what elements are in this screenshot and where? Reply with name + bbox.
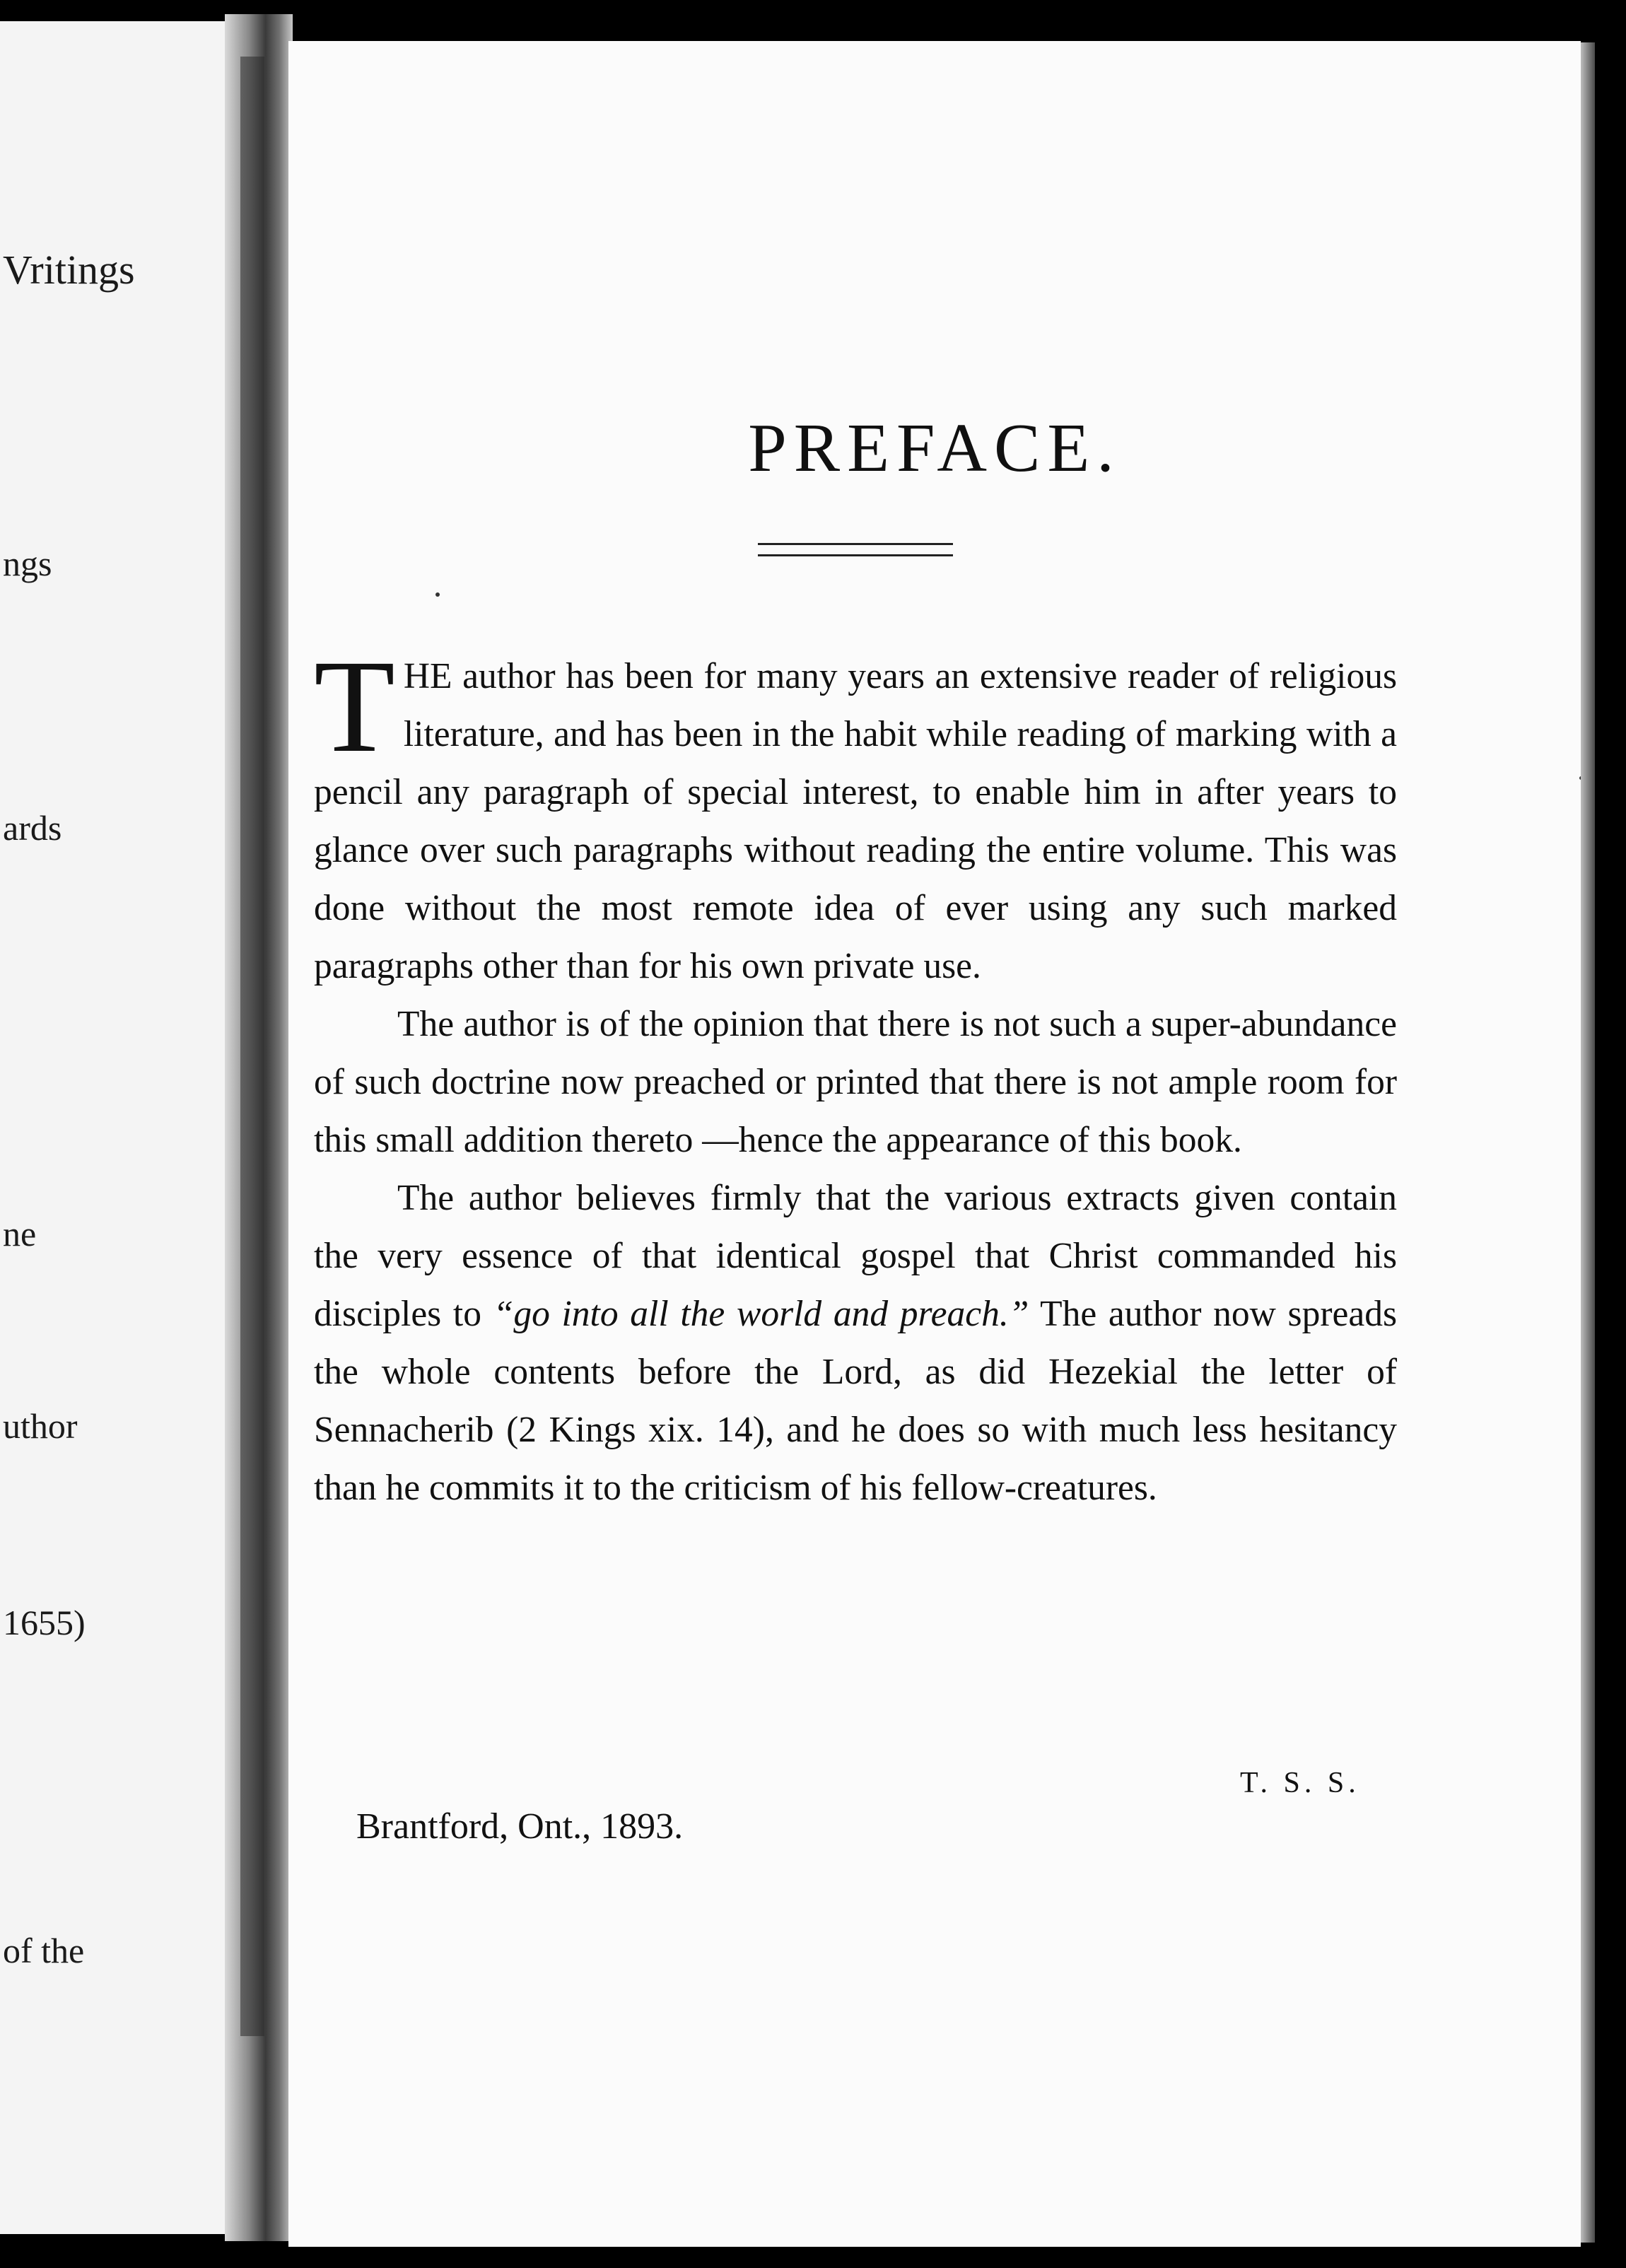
left-page-text: ngs	[3, 544, 52, 583]
paragraph-text: HE author has been for many years an extensive reader of religious literature, and has been in the habit while reading of marking with a pencil any paragraph of special interest, to enable him in after years to glance over such paragraphs without reading the entire volume. This was done without the most remote idea of ever using any such marked paragraphs other than for his own private use.	[314, 656, 1397, 986]
page-title: PREFACE.	[748, 410, 1121, 486]
paragraph-text: The author is of the opinion that there is not such a super-abundance of such doctrine now preached or printed that there is not ample room for this small addition thereto —hence the appearance of this book.	[314, 1004, 1397, 1160]
paragraph-text: The author now spreads the whole contents before the Lord, as did Hezekial the letter of Sennacherib (2 Kings xix. 14), and he does so with much less hesitancy than he commits it to the criticism of his fellow-creatures.	[314, 1294, 1397, 1508]
left-page-text: uthor	[3, 1406, 78, 1446]
author-initials: T. S. S.	[1240, 1767, 1360, 1799]
preface-paragraph	[314, 995, 1397, 1169]
previous-page-fragment	[0, 21, 225, 2234]
preface-body	[314, 632, 1397, 1517]
place-and-date: Brantford, Ont., 1893.	[356, 1806, 684, 1847]
preface-page	[288, 41, 1581, 2247]
paragraph-text: The author believes firmly that the various extracts given contain the very essence of that identical gospel that Christ commanded his disciples to	[314, 1178, 1397, 1334]
left-page-text: Vritings	[3, 247, 135, 293]
scripture-quote: “go into all the world and preach.”	[493, 1294, 1029, 1334]
gutter-shadow	[240, 57, 264, 2036]
title-divider	[758, 554, 953, 556]
preface-paragraph	[314, 1169, 1397, 1517]
page-edge-shadow	[1581, 42, 1595, 2243]
left-page-text: ne	[3, 1214, 37, 1253]
title-divider	[758, 543, 953, 545]
left-page-text: ards	[3, 808, 62, 848]
left-page-text: 1655)	[3, 1603, 86, 1642]
drop-cap: T	[314, 632, 395, 780]
left-page-text: of the	[3, 1931, 85, 1970]
paper-speck	[435, 592, 440, 597]
preface-paragraph	[314, 632, 1397, 995]
